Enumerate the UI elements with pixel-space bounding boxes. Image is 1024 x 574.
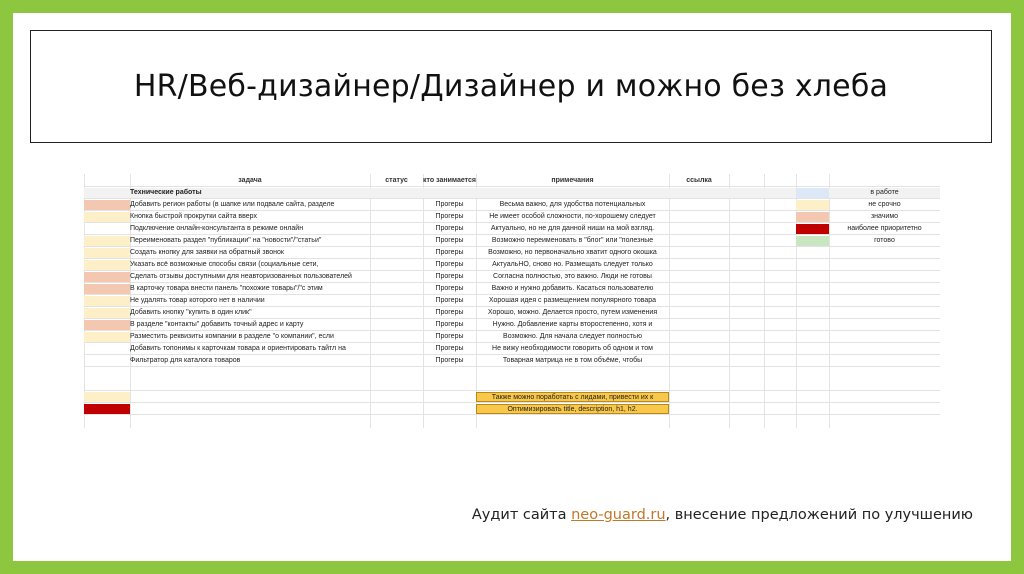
spreadsheet [84, 174, 940, 428]
table-row [84, 356, 940, 367]
title-box [30, 30, 992, 143]
table-row [84, 380, 940, 391]
table-row [84, 248, 940, 259]
legend-label: в работе [870, 189, 899, 196]
task-cell: Разместить реквизиты компании в разделе "о компании", если [130, 333, 334, 340]
note-cell: Нужно. Добавление карты второстепенно, хотя и [492, 321, 653, 328]
who-cell: Прогеры [435, 213, 464, 220]
header-who: кто занимается [423, 177, 476, 184]
task-cell: Добавить регион работы (в шапке или подвале сайта, разделе [130, 201, 335, 208]
note-cell: Согласна полностью, это важно. Люди не готовы [493, 273, 652, 280]
priority-swatch [84, 212, 130, 222]
priority-swatch [84, 320, 130, 330]
legend-swatch [796, 236, 829, 246]
priority-swatch [84, 296, 130, 306]
header-notes: примечания [551, 177, 594, 184]
priority-swatch [84, 356, 130, 366]
task-cell: Не удалять товар которого нет в наличии [130, 297, 265, 304]
task-cell: Подключение онлайн-консультанта в режиме онлайн [130, 225, 304, 232]
header-link: ссылка [686, 177, 712, 184]
task-cell: Кнопка быстрой прокрутки сайта вверх [130, 213, 257, 220]
legend-label: готово [874, 237, 895, 244]
legend-swatch [796, 212, 829, 222]
task-cell: Создать кнопку для заявки на обратный звонок [130, 249, 284, 256]
note-cell: АктуальНО, сново но. Размещать следует только [492, 261, 653, 268]
note-cell: Важно и нужно добавить. Касаться пользователю [491, 285, 654, 292]
who-cell: Прогеры [435, 285, 464, 292]
footer-suffix: , внесение предложений по улучшению [665, 507, 973, 523]
note-cell: Хорошо, можно. Делается просто, путем изменения [487, 309, 658, 316]
who-cell: Прогеры [435, 249, 464, 256]
table-row [84, 404, 940, 415]
table-row [84, 344, 940, 355]
task-cell: Указать всё возможные способы связи (социальные сети, [130, 261, 319, 268]
header-row [84, 176, 940, 187]
who-cell: Прогеры [435, 273, 464, 280]
priority-swatch [84, 404, 130, 414]
slide [13, 13, 1011, 561]
who-cell: Прогеры [435, 201, 464, 208]
priority-swatch [84, 224, 130, 234]
who-cell: Прогеры [435, 297, 464, 304]
legend-swatch [796, 224, 829, 234]
note-cell: Не вижу необходимости говорить об одном и том [492, 345, 653, 352]
legend-label: значимо [870, 213, 899, 220]
footer-prefix: Аудит сайта [471, 507, 572, 523]
section-label: Технические работы [130, 189, 202, 196]
slide-title: HR/Веб-дизайнер/Дизайнер и можно без хлеба [133, 69, 889, 104]
note-cell: Возможно переименовать в "блог" или "полезные [491, 237, 654, 244]
note-cell: Весьма важно, для удобства потенциальных [499, 201, 646, 208]
priority-swatch [84, 392, 130, 402]
task-cell: Сделать отзывы доступными для неавторизованных пользователей [130, 273, 352, 280]
legend-swatch [796, 200, 829, 210]
who-cell: Прогеры [435, 357, 464, 364]
note-cell: Хорошая идея с размещением популярного товара [488, 297, 657, 304]
yellow-note-cell: Также можно поработать с лидами, привести их к [476, 392, 669, 402]
table-row [84, 260, 940, 271]
table-row [84, 308, 940, 319]
yellow-note-cell: Оптимизировать title, description, h1, h2. [476, 404, 669, 414]
task-cell: Добавить топонимы к карточкам товара и ориентировать тайтл на [130, 345, 346, 352]
task-cell: В карточку товара внести панель "похожие товары"/"с этим [130, 285, 323, 292]
header-status: статус [385, 177, 408, 184]
table-row [84, 392, 940, 403]
footer [472, 507, 973, 523]
priority-swatch [84, 308, 130, 318]
priority-swatch [84, 200, 130, 210]
priority-swatch [84, 284, 130, 294]
footer-link[interactable]: neo-guard.ru [571, 507, 666, 523]
header-task: задача [238, 177, 262, 184]
who-cell: Прогеры [435, 345, 464, 352]
table-row [84, 296, 940, 307]
task-cell: Переименовать раздел "публикации" на "новости"/"статьи" [130, 237, 322, 244]
table-row [84, 272, 940, 283]
task-cell: В разделе "контакты" добавить точный адрес и карту [130, 321, 304, 328]
task-cell: Фильтратор для каталога товаров [130, 357, 241, 364]
priority-swatch [84, 248, 130, 258]
priority-swatch [84, 272, 130, 282]
who-cell: Прогеры [435, 333, 464, 340]
note-cell: Не имеет особой сложности, по-хорошему следует [489, 213, 656, 220]
who-cell: Прогеры [435, 309, 464, 316]
table-row [84, 332, 940, 343]
note-cell: Товарная матрица не в том объёме, чтобы [502, 357, 643, 364]
who-cell: Прогеры [435, 225, 464, 232]
priority-swatch [84, 332, 130, 342]
legend-label: не срочно [868, 201, 901, 208]
note-cell: Возможно. Для начала следует полностью [503, 333, 642, 340]
table-row [84, 284, 940, 295]
task-cell: Добавить кнопку "купить в один клик" [130, 309, 252, 316]
legend-label: наиболее приоритетно [847, 225, 922, 232]
who-cell: Прогеры [435, 261, 464, 268]
note-cell: Возможно, но первоначально хватит одного окошка [488, 249, 657, 256]
who-cell: Прогеры [435, 321, 464, 328]
table-row [84, 320, 940, 331]
who-cell: Прогеры [435, 237, 464, 244]
note-cell: Актуально, но не для данной ниши на мой взгляд. [490, 225, 655, 232]
priority-swatch [84, 344, 130, 354]
priority-swatch [84, 260, 130, 270]
priority-swatch [84, 236, 130, 246]
legend-swatch [796, 188, 829, 198]
